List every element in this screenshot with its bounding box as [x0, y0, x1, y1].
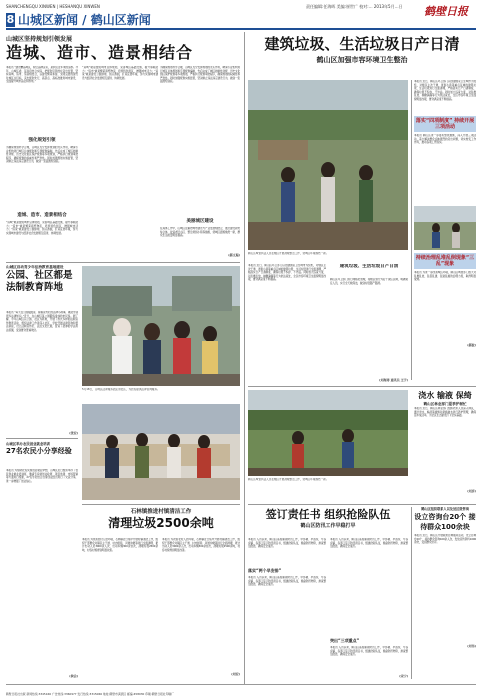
right-lead-body-col2: 鹤山区环卫部门实行网格化管理，将辖区划分为若干责任区域，明确责任人员，实行全天候保洁，做到垃圾随产随清。: [330, 278, 408, 285]
right-lead-photo-caption: 鹤山区城管执法人员在辖区开展清理整治工作，使城区环境焕然一新。: [248, 252, 329, 255]
right-bottom-author: (宋宁): [399, 674, 408, 678]
left-bottom-body: 本报讯 为帮助农民实现创业就业梦想，山城区近日组织举办了农民创业就业培训班，邀请专家就创业政策、项目选择、市场营销等方面进行授课，27名学员结合自身创业经历进行了交流分享，进一步增强了创业信心。: [6, 469, 78, 483]
right-help-divider: [411, 507, 412, 679]
left-lead-sub1: 强化规划引领: [28, 138, 56, 143]
left-bottom-headline: 27名农民小分享经验: [6, 447, 72, 455]
right-help-body: 本报讯 近日，鹤山区开展政策咨询服务活动，设立咨询台20个，接待群众咨询100余人次，发放宣传资料1000余份，受到群众好评。: [414, 534, 476, 545]
left-lead-author: (郝文瑞): [228, 253, 240, 257]
right-lead-headline: 建筑垃圾、生活垃圾日产日清: [264, 35, 460, 53]
left-rule-1: [6, 262, 240, 263]
page-number: 8: [6, 13, 15, 26]
right-mid-head: 浇水 输液 保绮: [418, 391, 472, 400]
left-sec-header: [6, 265, 78, 309]
masthead: [6, 3, 476, 18]
right-sidebar: [414, 80, 476, 380]
left-bottom-author: (侯会): [69, 674, 78, 678]
right-sidebar-author: (郝波): [467, 343, 476, 347]
right-mid-photo-caption: 鹤山区城管执法人员在辖区开展清理整治工作，使城区环境焕然一新。: [248, 478, 329, 481]
left-lead-col3: 为确保规划科学合理，山城区充分发挥规划的龙头作用，聘请专业机构进行城区总体规划和专项规划编制，先后完成了城区控制性详规、历史文化街区保护规划等多项规划，严格执行规划审批程序，确保规划的权威性和严肃性。同时加强规划实施监管，坚决制止违法违章建设行为，做到一张蓝图绘到底。: [160, 66, 240, 84]
right-bottom-headline: 签订责任书 组织抢险队伍: [265, 508, 391, 521]
right-sidebar-body2: 本报讯 为进一步改善城区环境，鹤山区城管部门加大对乱堆乱放、乱搭乱建、乱贴乱画的治理力度，取得明显成效。: [414, 271, 476, 282]
right-bottom-body: 本报讯 入汛以来，鹤山区高度重视防汛工作，早部署、早落实，与各乡镇、各部门签订防汛责任书，组建抢险队伍，储备防汛物资，排查整治隐患，确保安全度汛。: [248, 538, 326, 549]
right-lead-photo: [248, 80, 408, 250]
left-lead-sub3: 美丽城区建设: [186, 219, 214, 224]
right-rule-1: [248, 386, 476, 387]
left-bottom-kicker: 山城区举办农民创业就业培训: [6, 442, 51, 446]
right-help-kicker: 鹤山区组织联系人以及县区级咨询: [421, 507, 469, 511]
right-sidebar-photo: [414, 206, 476, 250]
right-help-headline: 设立咨询台20个 接待群众100余块: [414, 513, 476, 531]
right-sidebar-head1: 落实“四项制度” 持续开展三项活动: [415, 118, 475, 130]
right-bottom-header: [248, 507, 408, 537]
left-lead-headline: 造城、造市、造景相结合: [6, 43, 194, 62]
right-lead-subheadline: 鹤山区加强市容环境卫生整治: [316, 56, 408, 64]
left-sec-author: (张宏): [69, 431, 78, 435]
masthead-pinyin: SHANCHENGQU XINWEN | HESHANQU XINWEN: [6, 4, 100, 9]
left-lead-body2-cont: “造城”就是按照城市总体规划，完善城区基础设施，提升承载能力；“造市”就是繁荣商贸物流，培育特色街区，增强城市活力；“造景”就是建设公园绿地、街头游园，打造宜居环境，努力实现城市建设与经济社会发展相互促进、协调发展。: [82, 66, 158, 80]
left-lead-header: [6, 34, 240, 64]
left-photo-outdoor: [82, 266, 240, 386]
right-lead-header: [248, 34, 476, 76]
left-mid-body-col2: 本报讯 为改善农村人居环境，石林镇近日集中开展村镇清洁工作，组织干部群众对镇区主干道、村内街巷、河道沟渠等进行全面清理，累计出动人员3000余人次，出动车辆300余台次，清理垃圾2500余吨，村容村貌得到明显改善。: [162, 538, 240, 552]
left-mid-headline: 石林镇推进村镇清洁工作: [130, 509, 192, 515]
left-bottom-header: [6, 441, 78, 467]
right-sidebar-head2: 持续治理乱堆乱倒现象“三乱”现象: [415, 255, 475, 267]
right-bottom-body-b: 本报讯 入汛以来，鹤山区高度重视防汛工作，早部署、早落实，与各乡镇、各部门签订防汛责任书，组建抢险队伍，储备防汛物资，排查整治隐患，确保安全度汛。: [330, 538, 408, 549]
footer-rule: [6, 684, 476, 685]
right-rule-2: [248, 504, 476, 505]
right-bottom-head-b: 突出“三项重点”: [330, 638, 360, 643]
section-title: 山城区新闻 / 鹤山区新闻: [18, 13, 151, 27]
right-lead-sub: 建筑垃圾、生活垃圾日产日清: [339, 264, 399, 269]
left-mid-author: (刘宏): [231, 672, 240, 676]
footer: 鹤壁日报社出版 新闻热线:3345166 广告热线:3360977 发行热线:3315066 地址:鹤壁市淇滨区 邮编:458030 印刷:鹤壁日报社印刷厂: [6, 692, 175, 696]
right-mid-author: (刘彦): [467, 489, 476, 493]
right-help-author: (刘伟): [467, 644, 476, 648]
left-lead-body2: “造城”就是按照城市总体规划，完善城区基础设施，提升承载能力；“造市”就是繁荣商贸物流，培育特色街区，增强城市活力；“造景”就是建设公园绿地、街头游园，打造宜居环境，努力实现城市建设与经济社会发展相互促进、协调发展。: [6, 221, 78, 235]
left-sec-headline: 公园、社区都是法制教育阵地: [6, 270, 73, 293]
left-sec-kicker: 山城区启动青少年法治教育基地建设: [6, 265, 64, 269]
right-mid-brief: [414, 390, 476, 500]
right-sidebar-divider: [411, 80, 412, 380]
right-lead-author: (刘海涛 通讯员 王宇): [379, 378, 408, 382]
left-lead-intro: 本报讯 “建设精品城区，树立品牌意识，是我们近年来的追求。今年，山城区委、区政府结合实际，把规划引领放在突出位置，坚持造城、造市、造景相结合，以建设繁荣和谐、文明宜居的现代化城区为目标，突出规划先行，高起点、高标准推进城市建设，全面提升城市品位和形象。”: [6, 66, 78, 84]
section-header: [6, 13, 476, 27]
left-lead-kicker: 山城区坚持规划引领发展: [6, 36, 73, 43]
right-sidebar-intro: 本报讯 近日，鹤山区环卫部门以创建国家卫生城市为契机，对辖区主次干道、背街小巷等重点区域的建筑垃圾、生活垃圾进行全面清理，严格落实日产日清制度，确保垃圾不积存、不外溢。同时加大巡查力度，对乱堆乱放、抛撒滴漏等行为依法查处，全区市容环境卫生面貌明显改观，群众满意度不断提高。: [414, 80, 476, 101]
masthead-meta: 责任编辑:任海晖 美编:崔世广 校对:… 2013年5月…日: [306, 4, 403, 9]
right-bottom-body-a: 本报讯 入汛以来，鹤山区高度重视防汛工作，早部署、早落实，与各乡镇、各部门签订防汛责任书，组建抢险队伍，储备防汛物资，排查整治隐患，确保安全度汛。: [248, 576, 326, 587]
left-mid-header: [82, 507, 240, 535]
right-bottom-body-c: 本报讯 入汛以来，鹤山区高度重视防汛工作，早部署、早落实，与各乡镇、各部门签订防汛责任书，组建抢险队伍，储备防汛物资，排查整治隐患，确保安全度汛。: [330, 646, 408, 657]
left-rule-2: [6, 438, 78, 439]
right-bottom-subheadline: 鹤山区防汛工作早稳打早: [300, 523, 356, 529]
column-divider: [244, 32, 245, 684]
right-mid-photo: [248, 390, 408, 476]
left-lead-body1: 为确保规划科学合理，山城区充分发挥规划的龙头作用，聘请专业机构进行城区总体规划和专项规划编制，先后完成了城区控制性详规、历史文化街区保护规划等多项规划，严格执行规划审批程序，确保规划的权威性和严肃性。同时加强规划实施监管，坚决制止违法违章建设行为，做到一张蓝图绘到底。: [6, 146, 78, 164]
right-lead-body-col1: 本报讯 近日，鹤山区环卫部门以创建国家卫生城市为契机，对辖区主次干道、背街小巷等重点区域的建筑垃圾、生活垃圾进行全面清理，严格落实日产日清制度，确保垃圾不积存、不外溢。同时加大巡查力度，对乱堆乱放、抛撒滴漏等行为依法查处，全区市容环境卫生面貌明显改观，群众满意度不断提高。: [248, 264, 326, 282]
left-rule-3: [82, 504, 240, 505]
right-sidebar-body1: 本报讯 鹤山区进一步落实整改措施，深入开展三项活动，着力解决群众反映强烈的突出问题，切实转变工作作风，推动各项工作落实。: [414, 134, 476, 145]
left-lead-sub2: 造城、造市、造景相结合: [17, 213, 67, 218]
right-mid-body: 本报讯 近日，鹤山区林业部门组织技术人员深入林区，通过浇水、输液等措施对新植树木进行养护管理，确保苗木成活率，为全区生态建设打下坚实基础。: [414, 407, 476, 418]
right-help: [414, 507, 476, 679]
left-mid-subheadline: 清理垃圾2500余吨: [108, 516, 214, 530]
left-photo-caption: 5月18日，山城区法律服务团走进社区，为居民提供法律咨询服务。: [82, 388, 160, 391]
left-photo-meeting: [82, 404, 240, 500]
left-mid-body-col1: 本报讯 为改善农村人居环境，石林镇近日集中开展村镇清洁工作，组织干部群众对镇区主干道、村内街巷、河道沟渠等进行全面清理，累计出动人员3000余人次，出动车辆300余台次，清理垃圾2500余吨，村容村貌得到明显改善。: [82, 538, 158, 552]
right-mid-sub: 鹤山区林业部门夏季护树忙: [423, 402, 467, 406]
left-sec-body: 本报讯 “每天在公园散散步，看看宣传栏的法律小故事，就能学到很多法律知识。”近日，在山城区某公园锻炼身体的市民说。据了解，今年山城区以公园、社区为阵地，开展了形式多样的法制宣传教育活动，组织法律工作者深入社区、学校开展法律咨询和普法讲座，设立法制宣传栏、法治文化长廊，营造了浓厚的学法用法氛围，受到群众普遍欢迎。: [6, 311, 78, 332]
header-rule: [6, 28, 476, 30]
newspaper-logo: 鹤壁日报: [424, 5, 468, 18]
right-bottom-head-a: 落实“两个早安排”: [248, 568, 282, 573]
left-lead-body3: 在具体工作中，山城区注重把城市建设与产业发展相结合，通过建设商贸综合体、改造老旧小区、整治背街小巷等措施，使城区面貌焕然一新，群众生活质量明显提高。: [160, 227, 240, 238]
